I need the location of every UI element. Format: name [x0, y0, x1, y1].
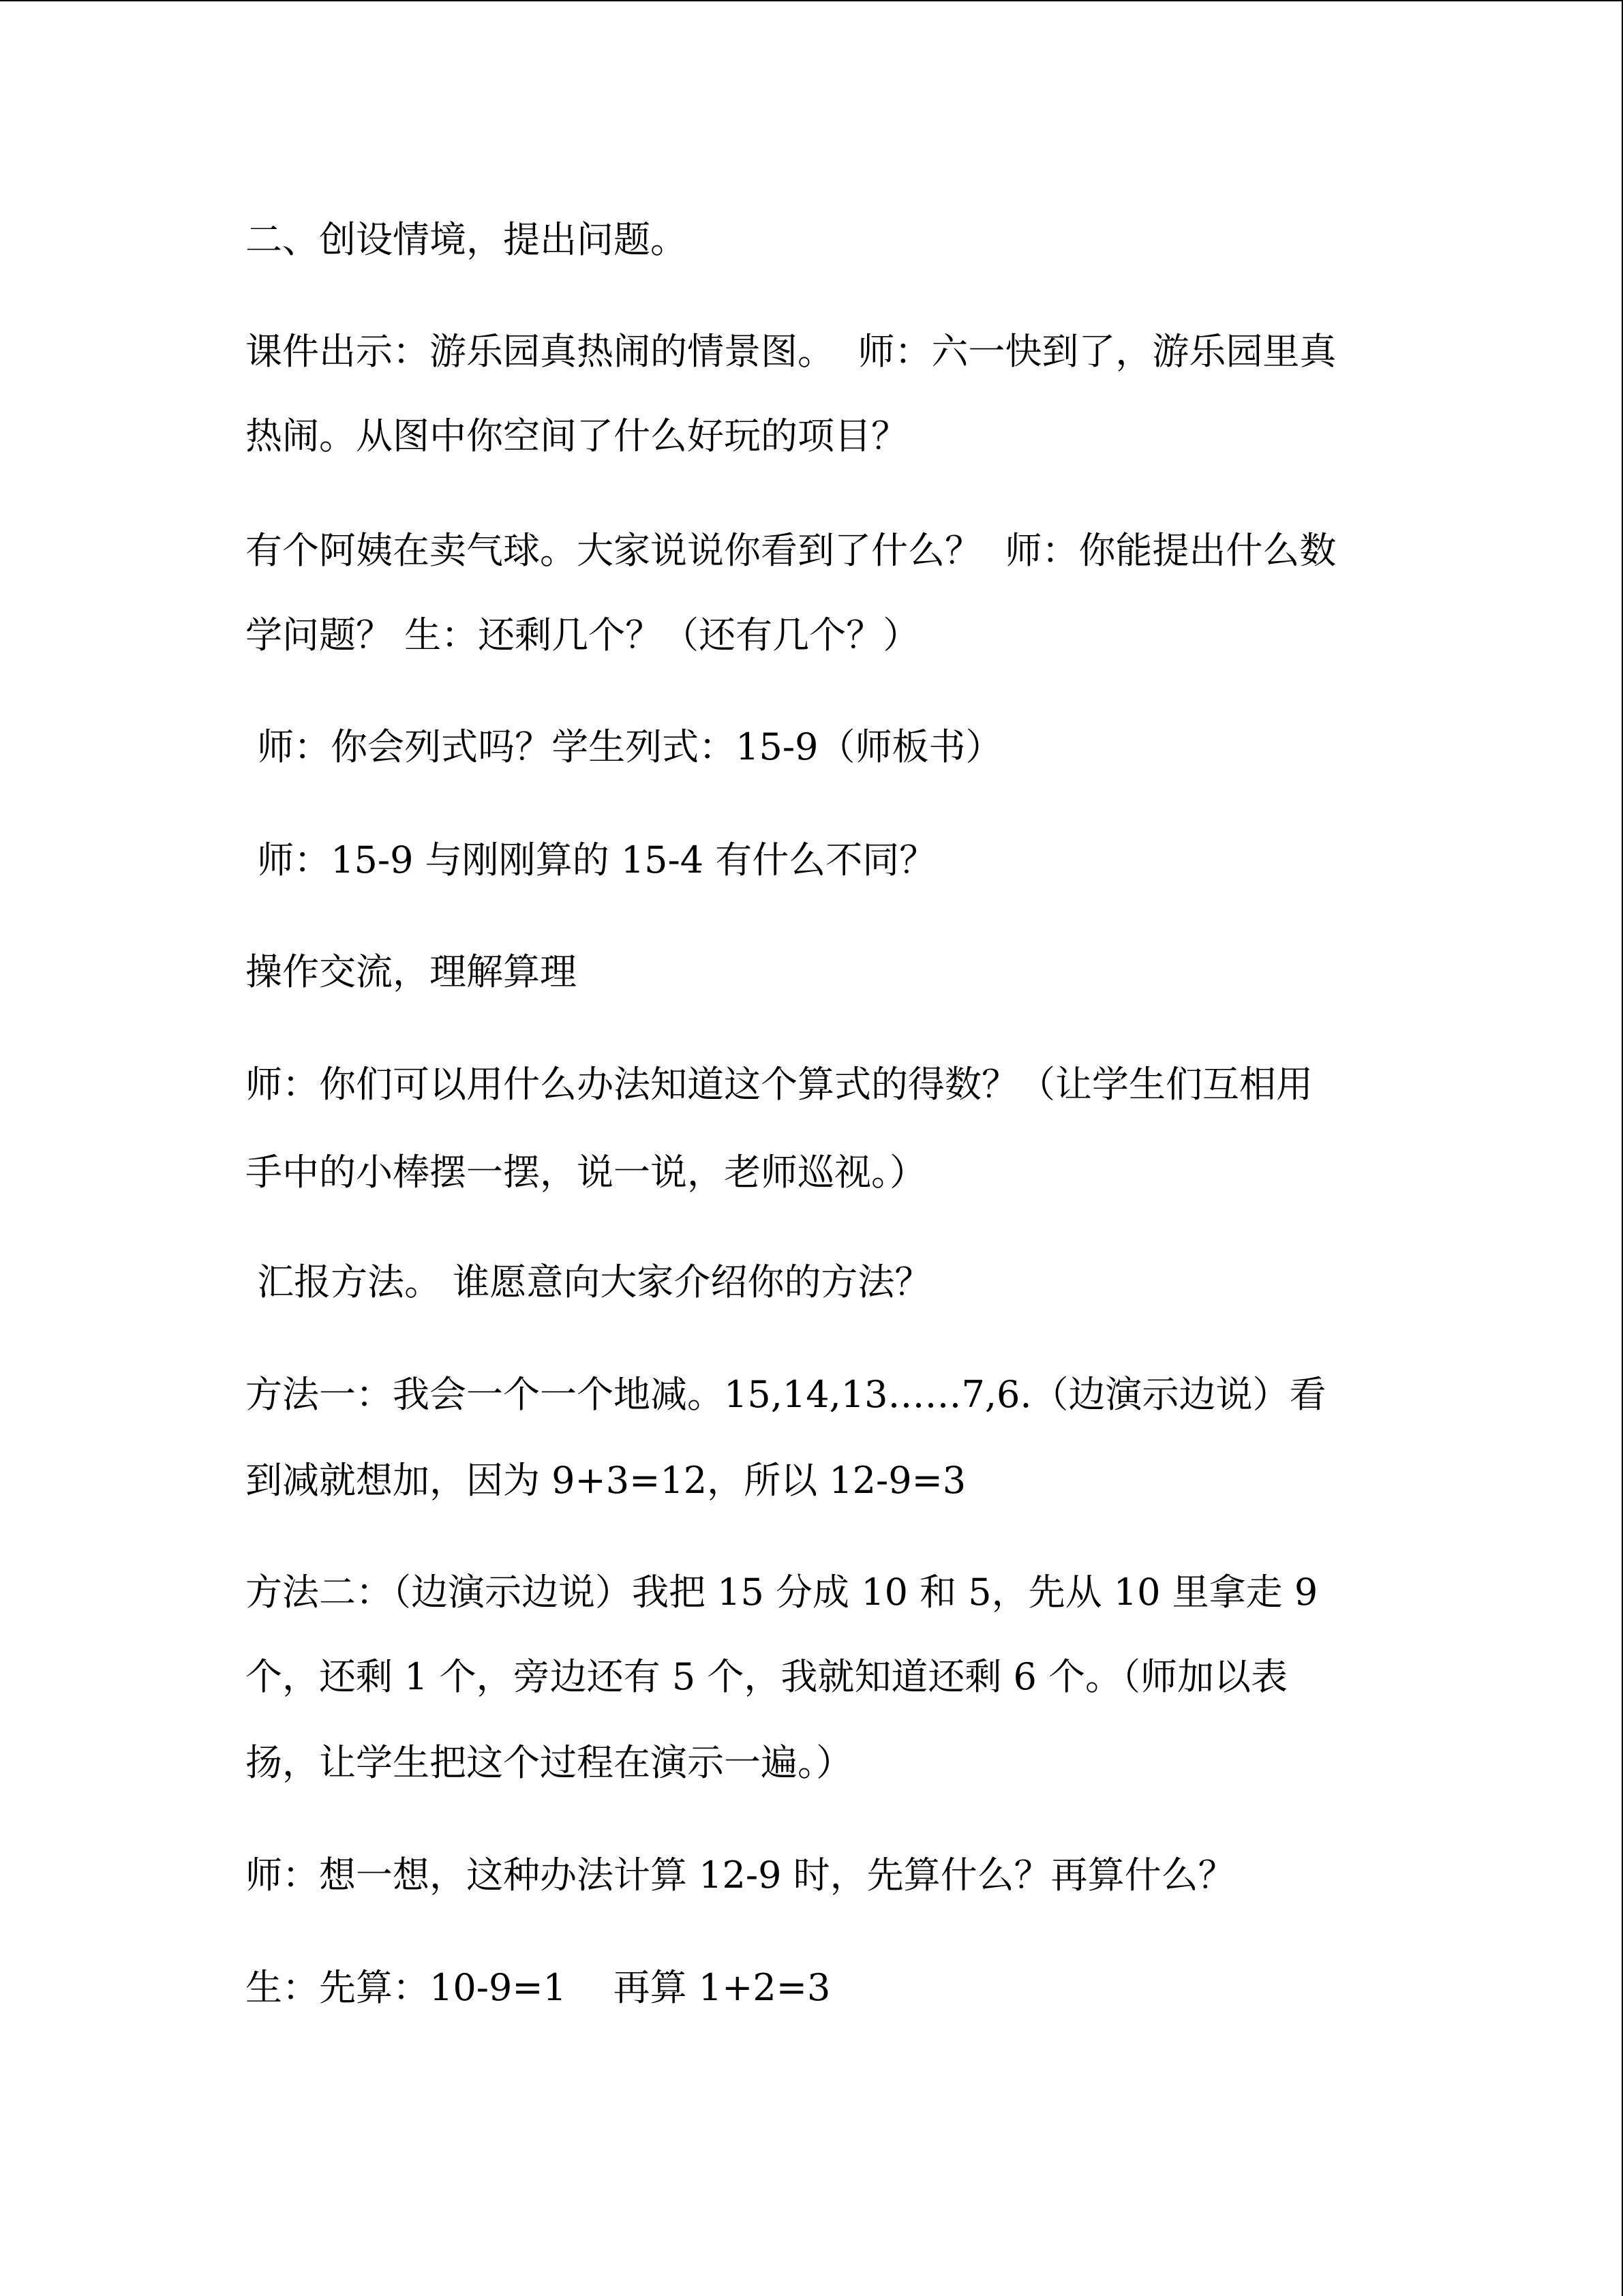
- paragraph-line-10: 汇报方法。 谁愿意向大家介绍你的方法？: [245, 1260, 932, 1303]
- paragraph-line-14: 个，还剩 1 个，旁边还有 5 个，我就知道还剩 6 个。（师加以表: [245, 1655, 1288, 1698]
- paragraph-line-4: 学问题？ 生：还剩几个？（还有几个？）: [245, 614, 920, 656]
- paragraph-line-1: 课件出示：游乐园真热闹的情景图。 师：六一快到了，游乐园里真: [245, 330, 1337, 373]
- paragraph-line-8: 师：你们可以用什么办法知道这个算式的得数？（让学生们互相用: [245, 1063, 1313, 1106]
- paragraph-line-16: 师：想一想，这种办法计算 12-9 时，先算什么？再算什么？: [245, 1854, 1235, 1897]
- paragraph-line-9: 手中的小棒摆一摆，说一说，老师巡视。）: [245, 1151, 926, 1194]
- paragraph-line-13: 方法二：（边演示边说）我把 15 分成 10 和 5，先从 10 里拿走 9: [245, 1571, 1318, 1614]
- paragraph-line-6: 师：15-9 与刚刚算的 15-4 有什么不同？: [245, 839, 937, 881]
- subsection-heading: 操作交流，理解算理: [245, 950, 577, 993]
- paragraph-line-12: 到减就想加，因为 9+3=12，所以 12-9=3: [245, 1459, 967, 1502]
- paragraph-line-17: 生：先算：10-9=1 再算 1+2=3: [245, 1966, 831, 2009]
- section-heading: 二、创设情境，提出问题。: [245, 218, 687, 261]
- paragraph-line-5: 师：你会列式吗？学生列式：15-9（师板书）: [245, 725, 1003, 768]
- paragraph-line-3: 有个阿姨在卖气球。大家说说你看到了什么？ 师：你能提出什么数: [245, 529, 1337, 572]
- paragraph-line-11: 方法一：我会一个一个地减。15,14,13……7,6.（边演示边说）看: [245, 1373, 1326, 1416]
- paragraph-line-15: 扬，让学生把这个过程在演示一遍。）: [245, 1741, 853, 1784]
- paragraph-line-2: 热闹。从图中你空间了什么好玩的项目？: [245, 414, 908, 457]
